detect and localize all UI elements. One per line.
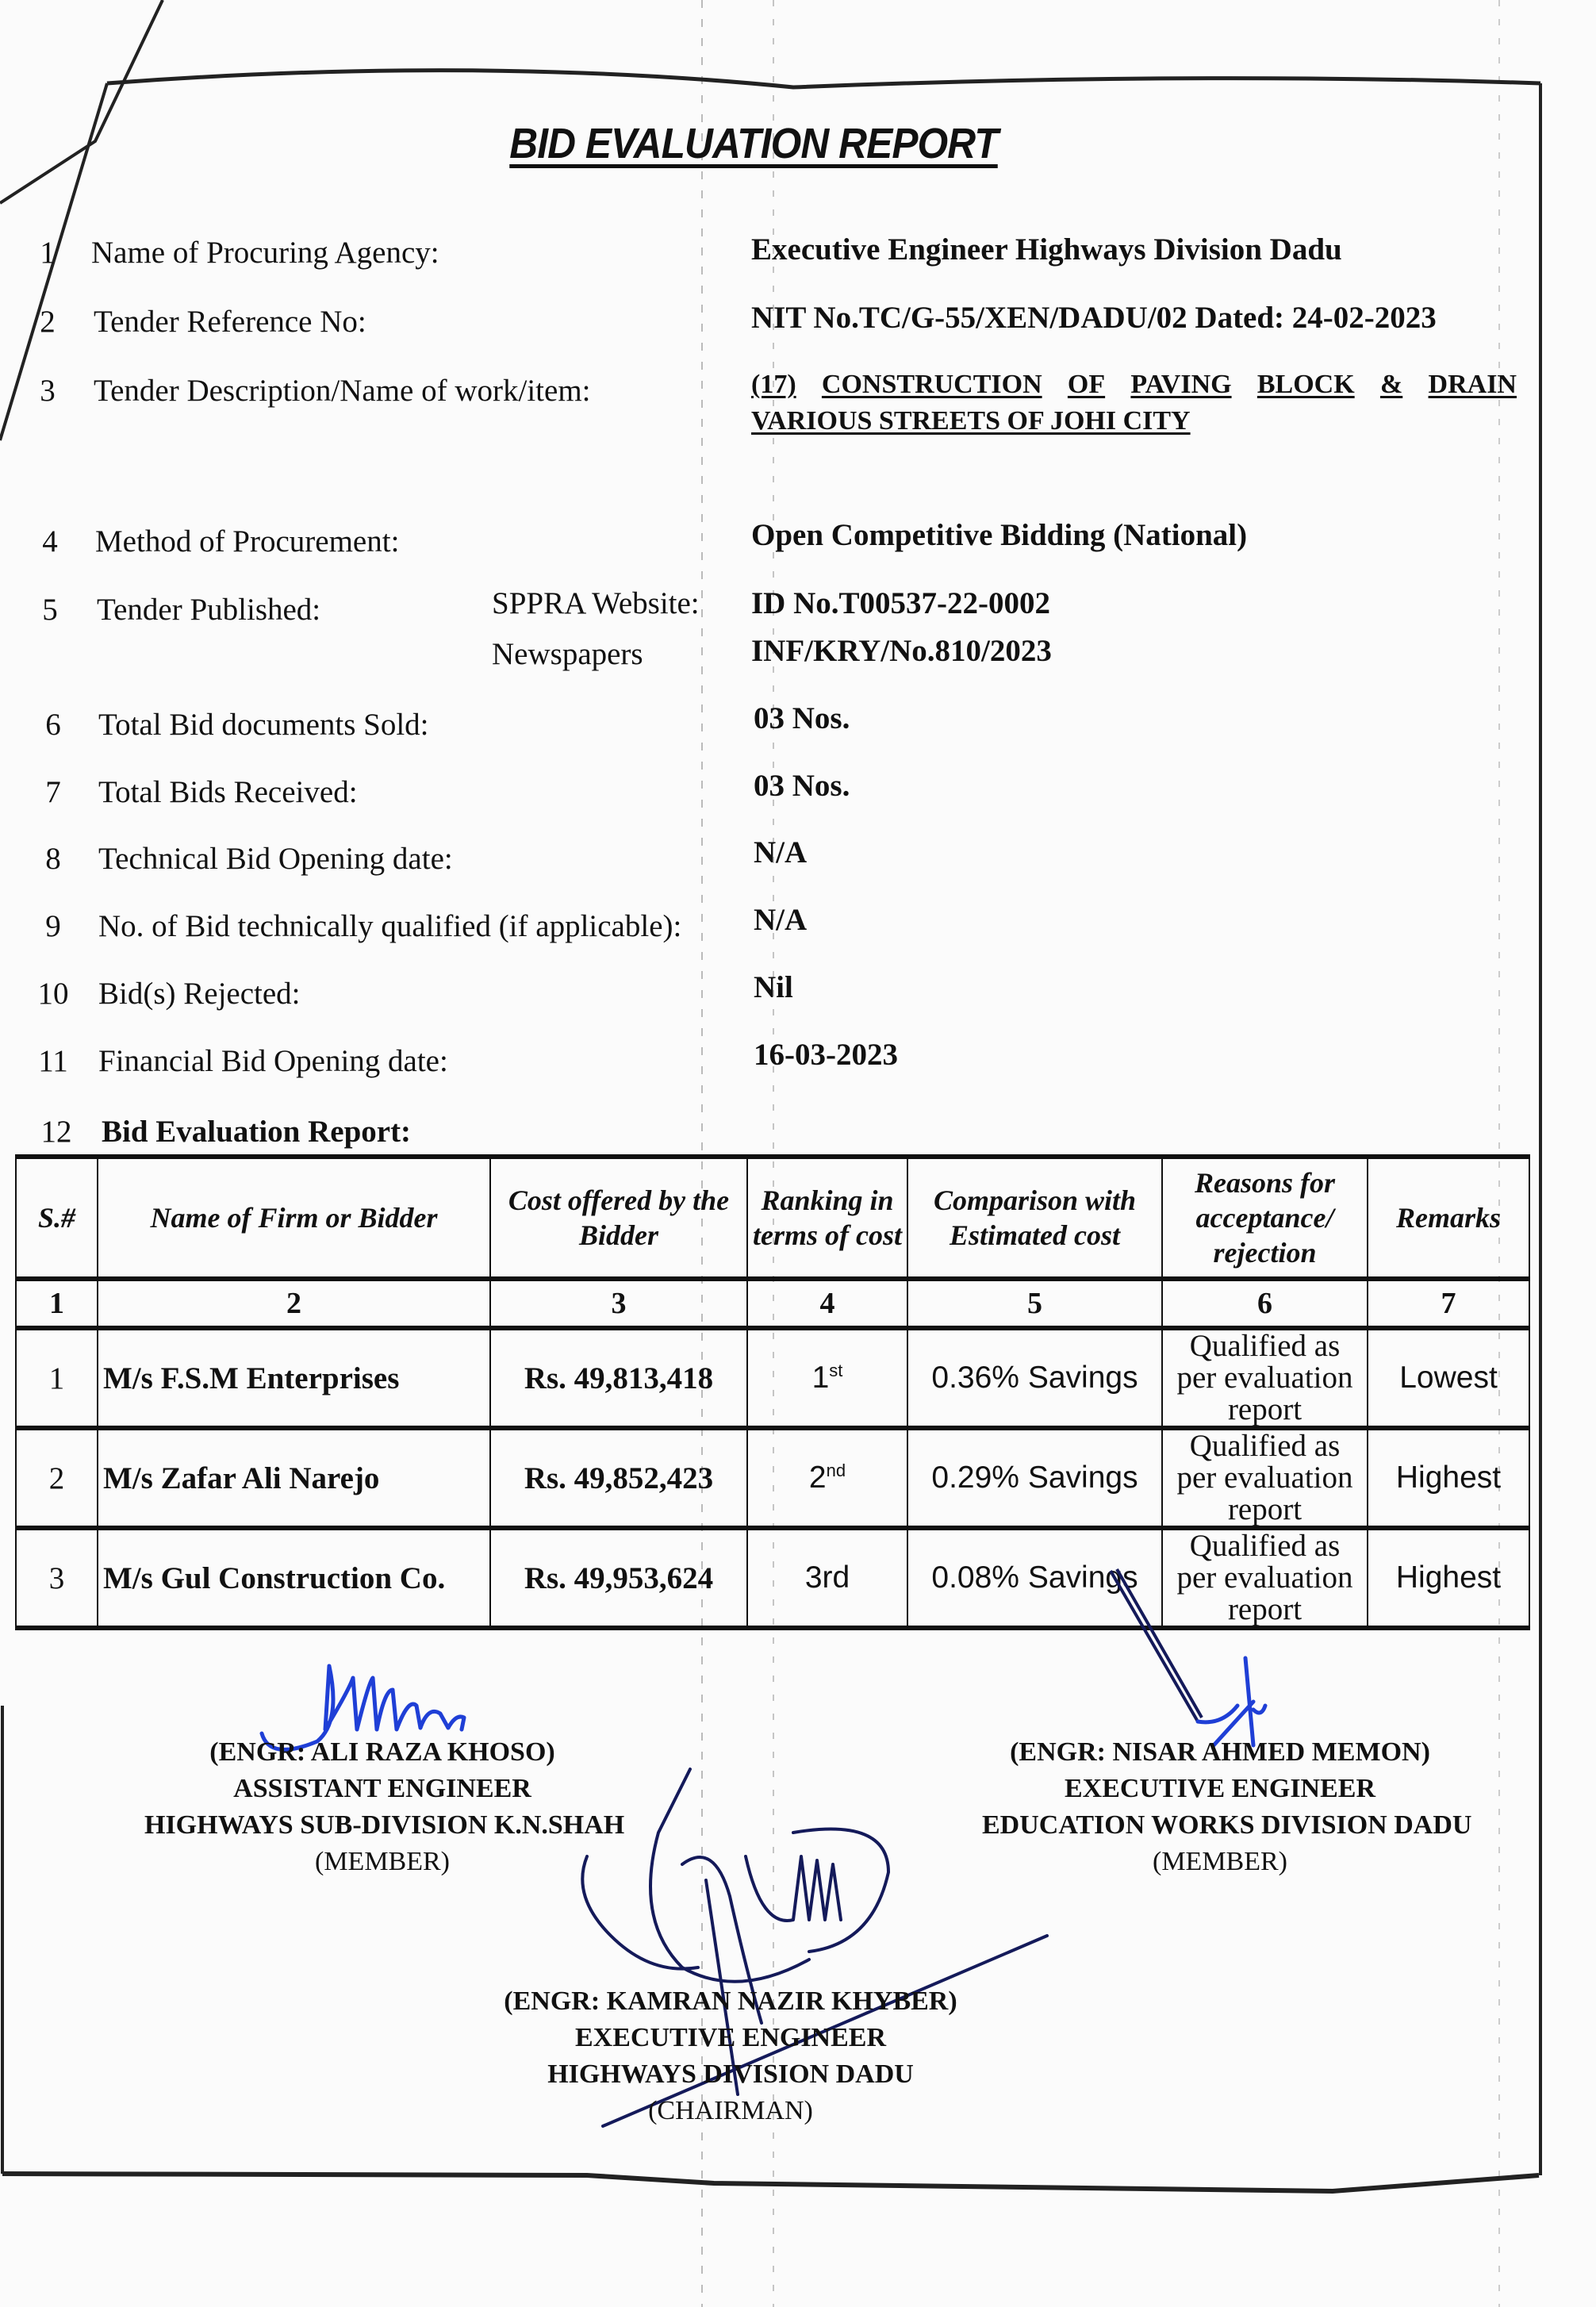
- row-rank: [747, 1328, 907, 1428]
- row-remarks: Highest: [1368, 1428, 1529, 1528]
- column-number: 2: [98, 1279, 490, 1328]
- field-number: 10: [37, 977, 69, 1011]
- row-firm-name: M/s Zafar Ali Narejo: [98, 1428, 490, 1528]
- row-firm-name: M/s Gul Construction Co.: [98, 1528, 490, 1628]
- header-sn: S.#: [16, 1157, 98, 1279]
- sppra-id-value: ID No.T00537-22-0002: [751, 586, 1050, 620]
- signatory-role: (CHAIRMAN): [648, 2096, 813, 2125]
- field-value: 03 Nos.: [754, 769, 850, 803]
- field-label: Method of Procurement:: [95, 524, 400, 559]
- column-number-row: [16, 1279, 1529, 1328]
- row-cost: Rs. 49,813,418: [490, 1328, 747, 1428]
- description-word: DRAIN: [1428, 370, 1517, 399]
- description-word: &: [1379, 370, 1403, 399]
- header-cost-offered: Cost offered by the Bidder: [490, 1157, 747, 1279]
- row-firm-name: M/s F.S.M Enterprises: [98, 1328, 490, 1428]
- header-remarks: Remarks: [1368, 1157, 1529, 1279]
- field-number: 2: [40, 305, 56, 339]
- field-value: 03 Nos.: [754, 701, 850, 735]
- page-title: BID EVALUATION REPORT: [509, 120, 998, 167]
- row-remarks: Highest: [1368, 1528, 1529, 1628]
- table-row: [16, 1428, 1529, 1528]
- row-sn: 2: [16, 1428, 98, 1528]
- field-value: 16-03-2023: [754, 1038, 898, 1072]
- field-number: 5: [42, 593, 58, 627]
- rank-value: 3rd: [804, 1560, 850, 1595]
- row-rank: [747, 1428, 907, 1528]
- field-number: 8: [45, 842, 61, 876]
- field-label: Name of Procuring Agency:: [91, 236, 439, 270]
- newspaper-ref-value: INF/KRY/No.810/2023: [751, 634, 1052, 668]
- signatory-name: (ENGR: ALI RAZA KHOSO): [209, 1737, 555, 1767]
- row-reason: Qualified as per evaluation report: [1162, 1528, 1368, 1628]
- signatory-designation: EXECUTIVE ENGINEER: [1064, 1774, 1376, 1803]
- field-label: No. of Bid technically qualified (if applicable):: [98, 909, 682, 943]
- field-label: Financial Bid Opening date:: [98, 1044, 448, 1078]
- column-number: 7: [1368, 1279, 1529, 1328]
- field-number: 6: [45, 708, 61, 742]
- field-label: Bid Evaluation Report:: [102, 1115, 412, 1149]
- header-firm-name: Name of Firm or Bidder: [98, 1157, 490, 1279]
- table-header-row: [16, 1157, 1529, 1279]
- field-label: Bid(s) Rejected:: [98, 977, 301, 1011]
- table-row: [16, 1528, 1529, 1628]
- sublabel-newspapers: Newspapers: [492, 637, 643, 671]
- description-line-2: VARIOUS STREETS OF JOHI CITY: [751, 406, 1191, 436]
- field-label: Total Bid documents Sold:: [98, 708, 429, 742]
- field-value: N/A: [754, 835, 808, 869]
- row-cost: Rs. 49,852,423: [490, 1428, 747, 1528]
- field-value: Executive Engineer Highways Division Dadu: [751, 232, 1342, 267]
- column-number: 4: [747, 1279, 907, 1328]
- row-comparison: 0.08% Savings: [907, 1528, 1162, 1628]
- table-row: [16, 1328, 1529, 1428]
- field-label: Technical Bid Opening date:: [98, 842, 453, 876]
- row-comparison: 0.29% Savings: [907, 1428, 1162, 1528]
- row-reason: Qualified as per evaluation report: [1162, 1328, 1368, 1428]
- description-word: OF: [1067, 370, 1106, 399]
- row-remarks: Lowest: [1368, 1328, 1529, 1428]
- row-sn: 3: [16, 1528, 98, 1628]
- row-cost: Rs. 49,953,624: [490, 1528, 747, 1628]
- signatory-office: HIGHWAYS DIVISION DADU: [547, 2059, 914, 2089]
- description-word: (17): [751, 370, 796, 399]
- signatory-member-left: [144, 1734, 625, 1880]
- field-number: 12: [40, 1115, 72, 1149]
- field-label: Tender Published:: [97, 593, 321, 627]
- field-number: 11: [38, 1044, 68, 1078]
- rank-suffix: nd: [826, 1461, 846, 1480]
- header-reasons: Reasons for acceptance/ rejection: [1162, 1157, 1368, 1279]
- rank-value: 1: [811, 1361, 830, 1395]
- signature-member-right: [1095, 1563, 1285, 1753]
- field-label: Total Bids Received:: [98, 775, 358, 809]
- description-word: BLOCK: [1256, 370, 1355, 399]
- column-number: 3: [490, 1279, 747, 1328]
- field-number: 3: [40, 374, 56, 408]
- signatory-member-right: [982, 1734, 1472, 1880]
- signatory-name: (ENGR: NISAR AHMED MEMON): [1010, 1737, 1430, 1767]
- description-word: PAVING: [1130, 370, 1232, 399]
- signatory-designation: EXECUTIVE ENGINEER: [574, 2023, 887, 2052]
- field-value: Open Competitive Bidding (National): [751, 518, 1248, 552]
- row-rank: [747, 1528, 907, 1628]
- header-ranking: Ranking in terms of cost: [747, 1157, 907, 1279]
- column-number: 1: [16, 1279, 98, 1328]
- signatory-role: (MEMBER): [315, 1847, 450, 1876]
- field-value: N/A: [754, 903, 808, 937]
- signatory-chairman: [493, 1983, 969, 2129]
- rank-value: 2: [808, 1461, 827, 1495]
- signatory-office: HIGHWAYS SUB-DIVISION K.N.SHAH: [144, 1810, 625, 1840]
- signatory-designation: ASSISTANT ENGINEER: [233, 1774, 531, 1803]
- field-value: [751, 367, 1517, 440]
- bid-evaluation-table: [15, 1154, 1530, 1630]
- row-comparison: 0.36% Savings: [907, 1328, 1162, 1428]
- column-number: 5: [907, 1279, 1162, 1328]
- signatory-office: EDUCATION WORKS DIVISION DADU: [982, 1810, 1472, 1840]
- description-line-1: [751, 367, 1517, 403]
- field-number: 1: [40, 236, 56, 270]
- field-value: NIT No.TC/G-55/XEN/DADU/02 Dated: 24-02-2023: [751, 301, 1437, 335]
- field-number: 4: [42, 524, 58, 559]
- header-comparison: Comparison with Estimated cost: [907, 1157, 1162, 1279]
- sublabel-sppra-website: SPPRA Website:: [492, 586, 700, 620]
- field-number: 7: [45, 775, 61, 809]
- row-reason: Qualified as per evaluation report: [1162, 1428, 1368, 1528]
- signatory-name: (ENGR: KAMRAN NAZIR KHYBER): [504, 1986, 957, 2016]
- signatory-role: (MEMBER): [1153, 1847, 1287, 1876]
- field-label: Tender Description/Name of work/item:: [94, 374, 591, 408]
- column-number: 6: [1162, 1279, 1368, 1328]
- field-value: Nil: [754, 970, 793, 1004]
- description-word: CONSTRUCTION: [821, 370, 1042, 399]
- row-sn: 1: [16, 1328, 98, 1428]
- field-label: Tender Reference No:: [94, 305, 366, 339]
- field-number: 9: [45, 909, 61, 943]
- rank-suffix: st: [829, 1361, 843, 1380]
